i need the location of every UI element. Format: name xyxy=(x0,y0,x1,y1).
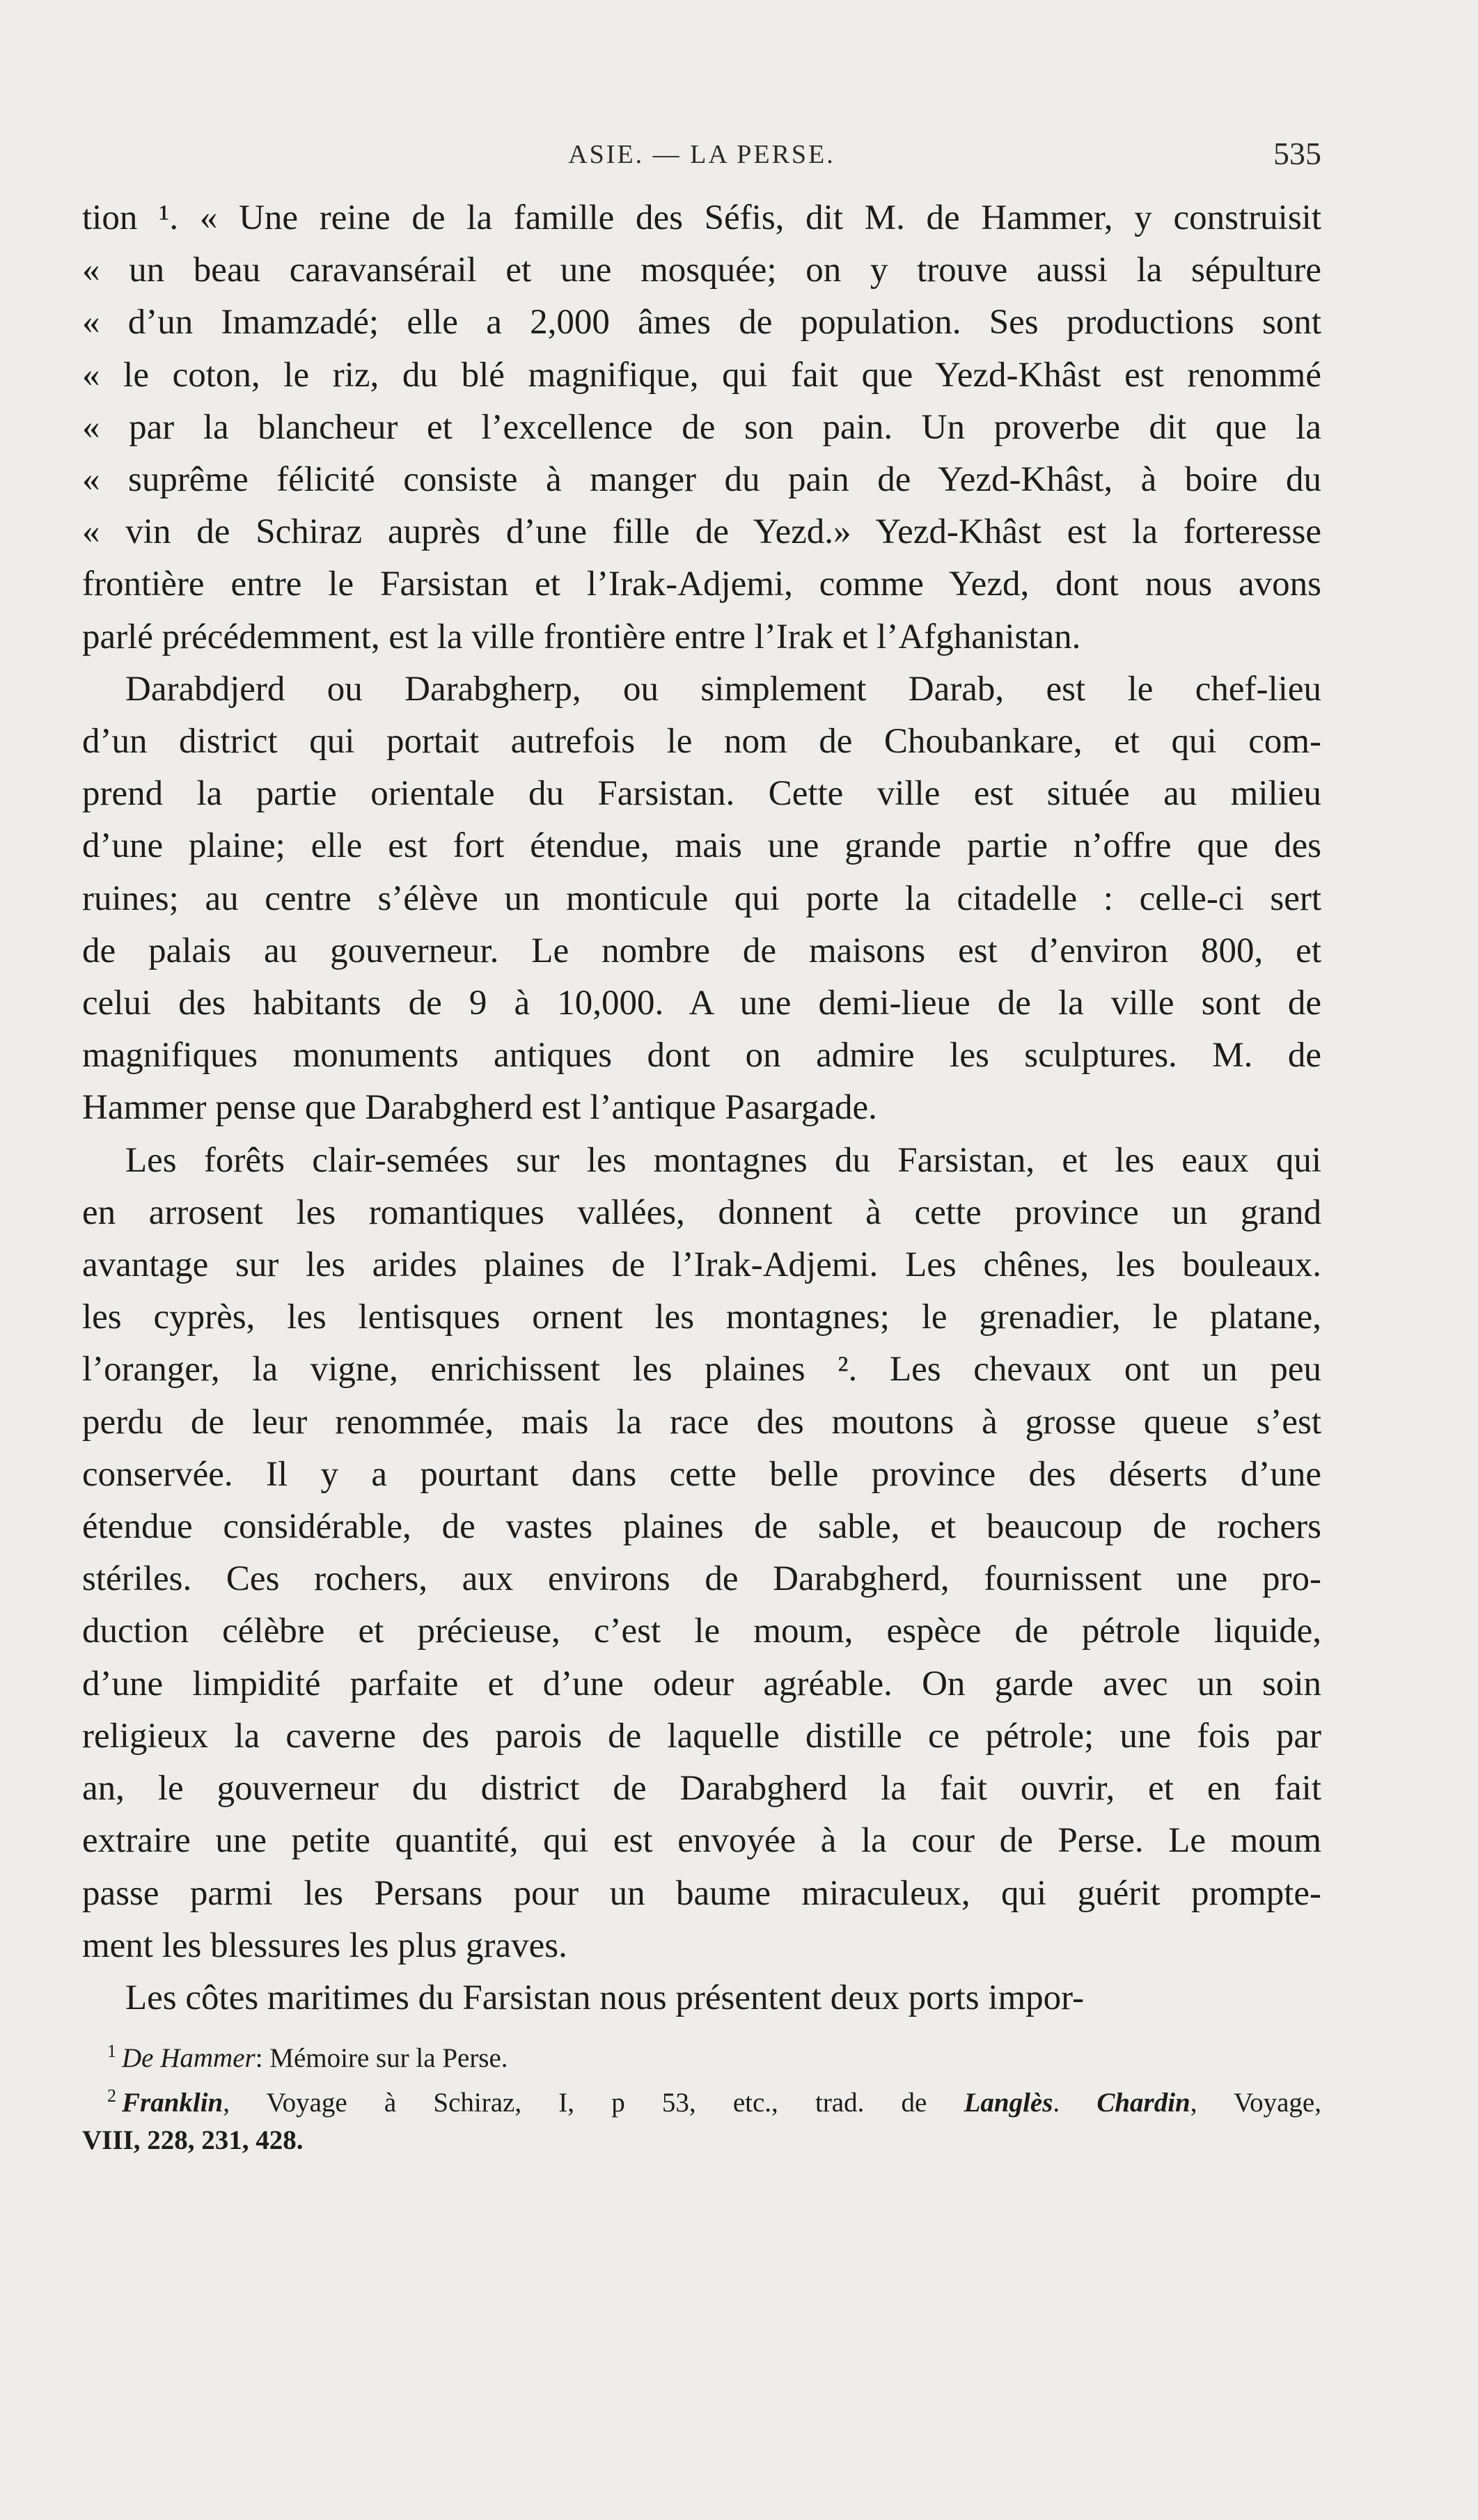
footnote-2-author2: Langlès xyxy=(964,2088,1053,2118)
footnote-1-author: De Hammer xyxy=(122,2043,255,2073)
text-line: extraire une petite quantité, qui est envoyée à la cour de Perse. Le moum xyxy=(82,1821,1321,1861)
page-header xyxy=(82,136,1321,181)
text-line: d’un district qui portait autrefois le nom de Choubankare, et qui com- xyxy=(82,722,1321,762)
text-line: les cyprès, les lentisques ornent les montagnes; le grenadier, le platane, xyxy=(82,1298,1321,1337)
text-line: l’oranger, la vigne, enrichissent les plaines ². Les chevaux ont un peu xyxy=(82,1350,1321,1389)
footnote-1 xyxy=(82,2033,1321,2077)
text-line: tion ¹. « Une reine de la famille des Séfis, dit M. de Hammer, y construisit xyxy=(82,198,1321,237)
text-line: ment les blessures les plus graves. xyxy=(82,1926,567,1965)
footnote-2-text-a: , Voyage à Schiraz, I, p 53, etc., trad. de xyxy=(223,2088,964,2118)
text-line: frontière entre le Farsistan et l’Irak-Adjemi, comme Yezd, dont nous avons xyxy=(82,565,1321,604)
footnote-2-mark: 2 xyxy=(107,2086,116,2106)
text-line: étendue considérable, de vastes plaines de sable, et beaucoup de rochers xyxy=(82,1507,1321,1547)
page-number: 535 xyxy=(1273,136,1321,171)
text-line: « un beau caravansérail et une mosquée; on y trouve aussi la sépulture xyxy=(82,251,1321,290)
text-line: en arrosent les romantiques vallées, donnent à cette province un grand xyxy=(82,1192,1321,1232)
text-line: magnifiques monuments antiques dont on admire les sculptures. M. de xyxy=(82,1036,1321,1076)
footnote-1-mark: 1 xyxy=(107,2041,116,2061)
footnote-1-text: : Mémoire sur la Perse. xyxy=(255,2043,508,2073)
text-line: stériles. Ces rochers, aux environs de Darabgherd, fournissent une pro- xyxy=(82,1559,1321,1599)
text-line: « le coton, le riz, du blé magnifique, qui fait que Yezd-Khâst est renommé xyxy=(82,355,1321,395)
text-line: « vin de Schiraz auprès d’une fille de Yezd.» Yezd-Khâst est la forteresse xyxy=(82,512,1321,552)
footnote-2-author: Franklin xyxy=(122,2088,223,2118)
footnote-2-continuation: VIII, 228, 231, 428. xyxy=(82,2125,304,2155)
text-line: Les forêts clair-semées sur les montagnes du Farsistan, et les eaux qui xyxy=(125,1140,1321,1180)
text-line: d’une limpidité parfaite et d’une odeur agréable. On garde avec un soin xyxy=(82,1664,1321,1703)
text-line: ruines; au centre s’élève un monticule qui porte la citadelle : celle-ci sert xyxy=(82,879,1321,918)
footnote-2-text-b: . xyxy=(1053,2088,1097,2118)
text-line: conservée. Il y a pourtant dans cette belle province des déserts d’une xyxy=(82,1454,1321,1494)
text-line: d’une plaine; elle est fort étendue, mais une grande partie n’offre que des xyxy=(82,826,1321,866)
text-line: religieux la caverne des parois de laquelle distille ce pétrole; une fois par xyxy=(82,1716,1321,1756)
text-line: de palais au gouverneur. Le nombre de maisons est d’environ 800, et xyxy=(82,931,1321,970)
text-line: « suprême félicité consiste à manger du pain de Yezd-Khâst, à boire du xyxy=(82,460,1321,500)
footnote-2-text-c: , Voyage, xyxy=(1190,2088,1321,2118)
text-line: duction célèbre et précieuse, c’est le moum, espèce de pétrole liquide, xyxy=(82,1612,1321,1651)
text-line: perdu de leur renommée, mais la race des moutons à grosse queue s’est xyxy=(82,1402,1321,1442)
text-line: Hammer pense que Darabgherd est l’antique Pasargade. xyxy=(82,1088,877,1128)
text-line: « par la blancheur et l’excellence de son pain. Un proverbe dit que la xyxy=(82,407,1321,447)
text-line: an, le gouverneur du district de Darabgherd la fait ouvrir, et en fait xyxy=(82,1769,1321,1809)
text-line: parlé précédemment, est la ville frontière entre l’Irak et l’Afghanistan. xyxy=(82,617,1081,656)
running-head: ASIE. — LA PERSE. xyxy=(568,140,835,169)
text-line: Darabdjerd ou Darabgherp, ou simplement Darab, est le chef-lieu xyxy=(125,669,1321,709)
footnote-2 xyxy=(82,2077,1321,2122)
footnotes xyxy=(82,2033,1321,2159)
text-line: Les côtes maritimes du Farsistan nous présentent deux ports impor- xyxy=(125,1978,1085,2017)
body-text xyxy=(82,192,1321,2024)
text-line: avantage sur les arides plaines de l’Irak-Adjemi. Les chênes, les bouleaux. xyxy=(82,1245,1321,1285)
footnote-2-author3: Chardin xyxy=(1096,2088,1190,2118)
text-line: « d’un Imamzadé; elle a 2,000 âmes de population. Ses productions sont xyxy=(82,303,1321,342)
text-line: prend la partie orientale du Farsistan. Cette ville est située au milieu xyxy=(82,774,1321,814)
text-line: celui des habitants de 9 à 10,000. A une demi-lieue de la ville sont de xyxy=(82,984,1321,1023)
text-line: passe parmi les Persans pour un baume miraculeux, qui guérit prompte- xyxy=(82,1873,1321,1913)
